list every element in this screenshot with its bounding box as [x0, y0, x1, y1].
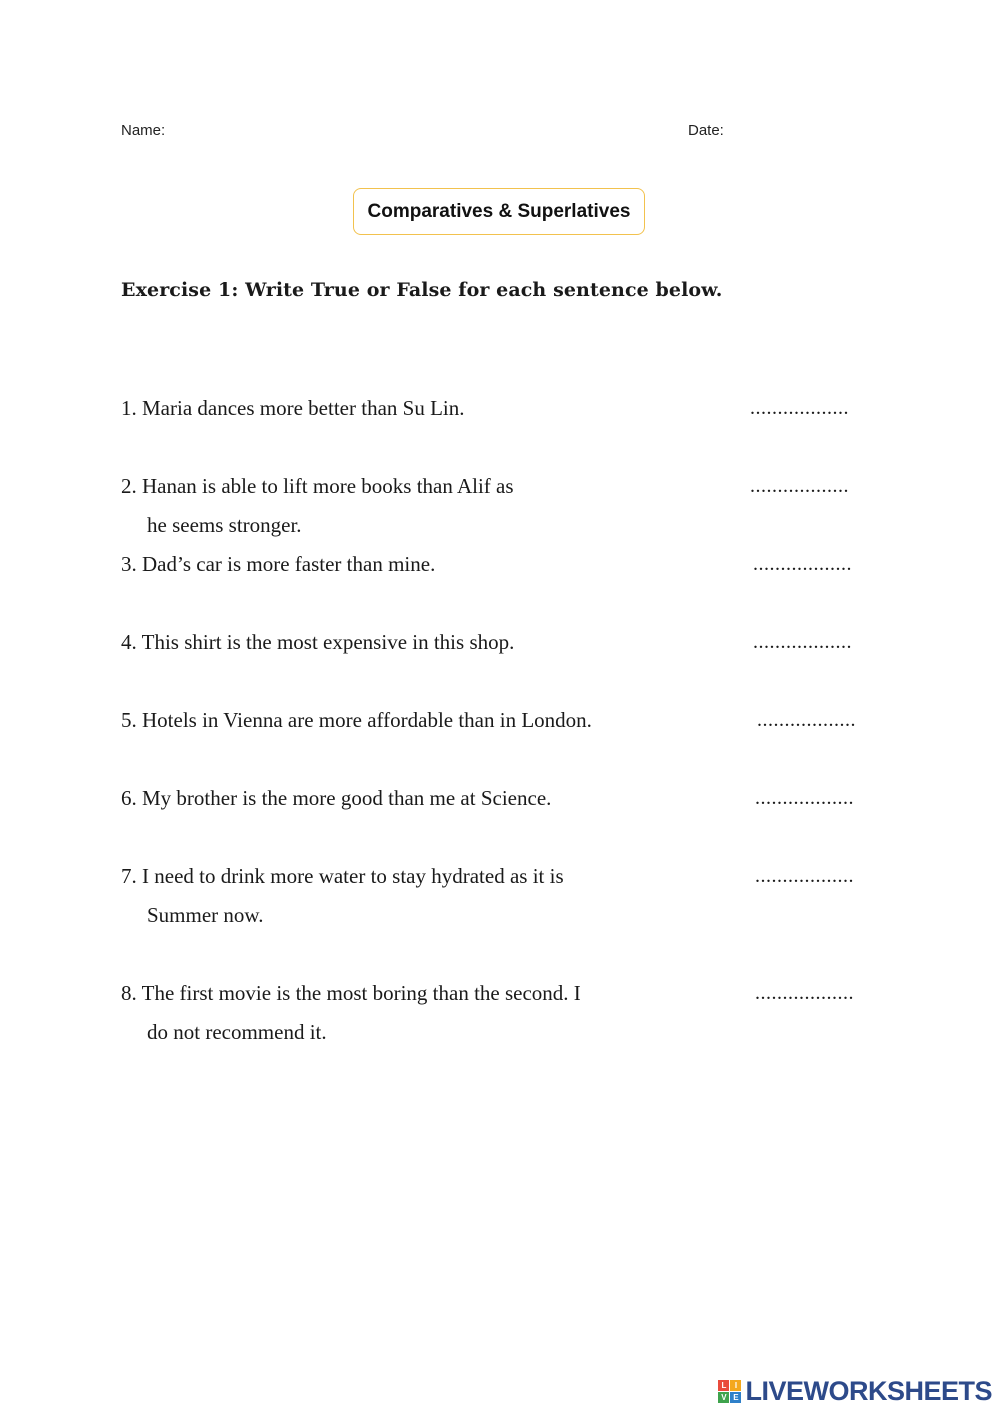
- logo-icon-letter-l: L: [718, 1380, 729, 1391]
- question-7-text: 7. I need to drink more water to stay hydrated as it is: [121, 864, 564, 888]
- logo-icon-letter-i: I: [730, 1380, 741, 1391]
- question-4-answer-blank[interactable]: ..................: [753, 631, 852, 653]
- worksheet-title: Comparatives & Superlatives: [353, 188, 645, 235]
- question-8-text: 8. The first movie is the most boring than the second. I: [121, 981, 581, 1005]
- date-label: Date:: [688, 122, 724, 139]
- logo-icon-letter-v: V: [718, 1392, 729, 1403]
- question-3-text: 3. Dad’s car is more faster than mine.: [121, 552, 436, 576]
- liveworksheets-logo-text: LIVEWORKSHEETS: [745, 1376, 992, 1406]
- question-2-text: 2. Hanan is able to lift more books than Alif as: [121, 474, 514, 498]
- question-7-answer-blank[interactable]: ..................: [755, 865, 854, 887]
- question-5-text: 5. Hotels in Vienna are more affordable than in London.: [121, 708, 592, 732]
- question-8-text-continued: do not recommend it.: [147, 1020, 327, 1044]
- question-3-answer-blank[interactable]: ..................: [753, 553, 852, 575]
- question-8-answer-blank[interactable]: ..................: [755, 982, 854, 1004]
- logo-icon-letter-e: E: [730, 1392, 741, 1403]
- exercise-instructions: Exercise 1: Write True or False for each sentence below.: [121, 279, 723, 301]
- question-6-answer-blank[interactable]: ..................: [755, 787, 854, 809]
- name-label: Name:: [121, 122, 166, 139]
- question-5-answer-blank[interactable]: ..................: [757, 709, 856, 731]
- question-1-text: 1. Maria dances more better than Su Lin.: [121, 396, 465, 420]
- question-6-text: 6. My brother is the more good than me at Science.: [121, 786, 552, 810]
- question-7-text-continued: Summer now.: [147, 903, 264, 927]
- question-2-answer-blank[interactable]: ..................: [750, 475, 849, 497]
- question-1-answer-blank[interactable]: ..................: [750, 397, 849, 419]
- question-2-text-continued: he seems stronger.: [147, 513, 302, 537]
- liveworksheets-logo[interactable]: [718, 1376, 992, 1407]
- liveworksheets-logo-icon: [718, 1380, 741, 1403]
- question-4-text: 4. This shirt is the most expensive in this shop.: [121, 630, 515, 654]
